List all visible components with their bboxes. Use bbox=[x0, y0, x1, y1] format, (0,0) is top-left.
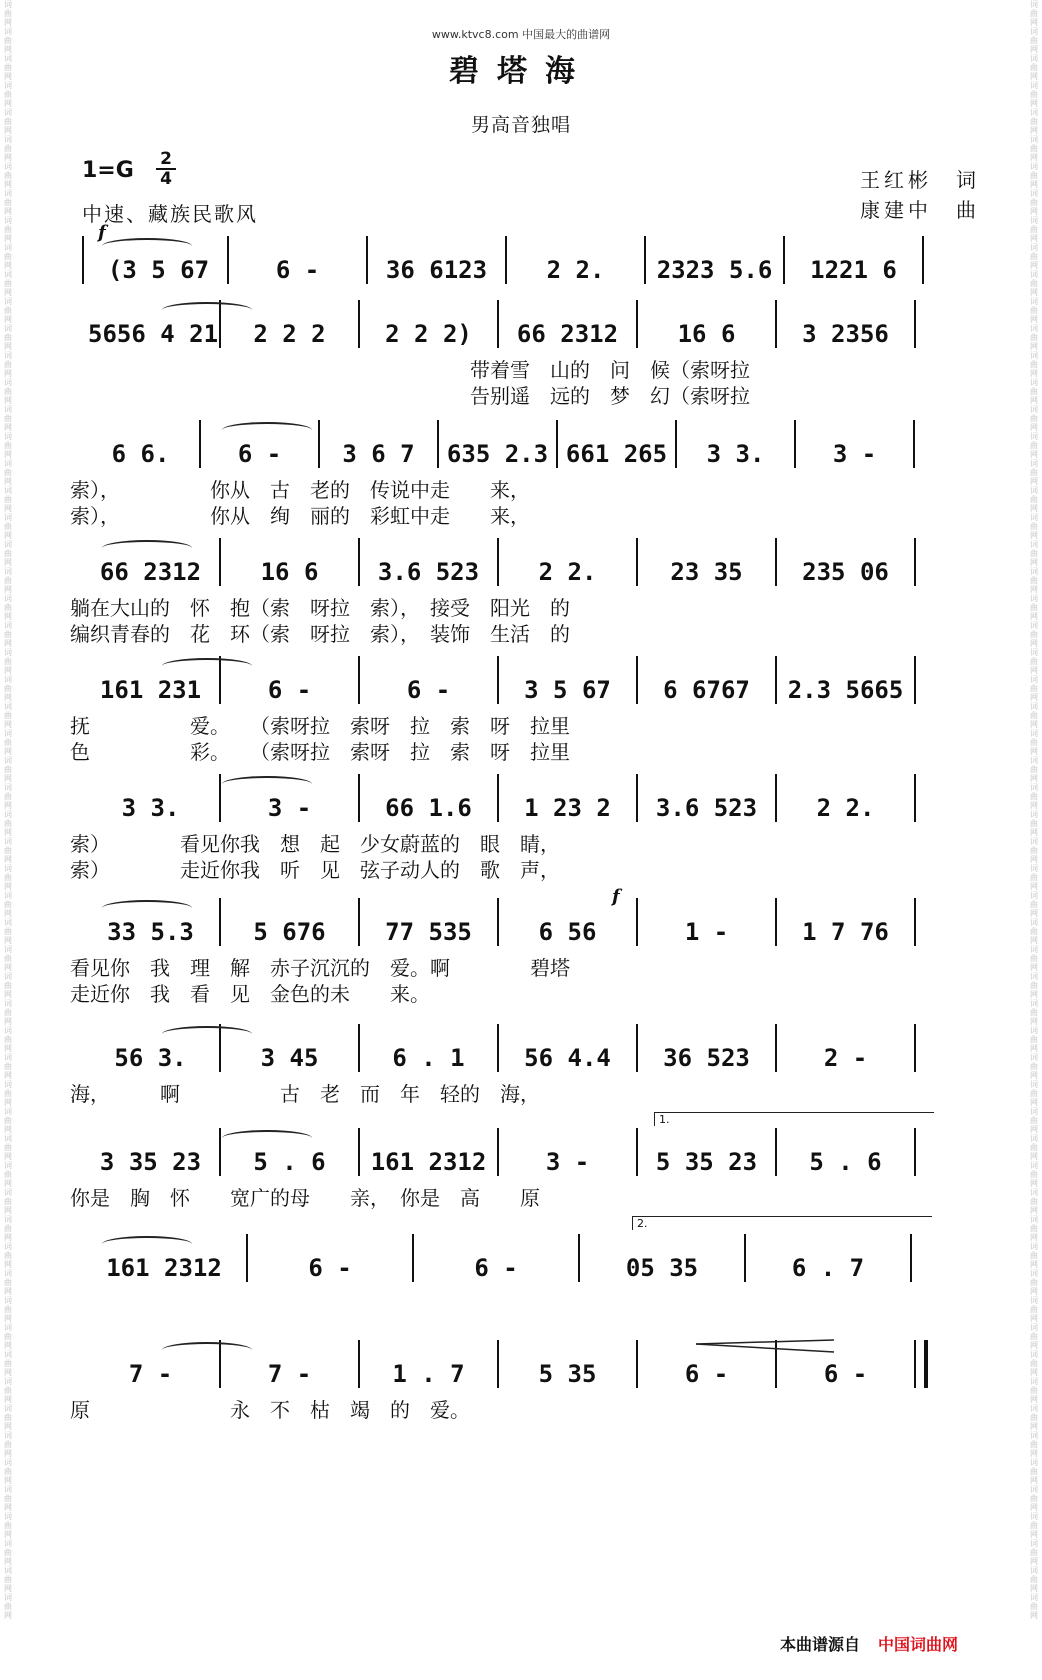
measure-notes: 77 535 bbox=[385, 918, 472, 946]
measure-notes: 36 6123 bbox=[385, 256, 488, 284]
measure bbox=[82, 432, 199, 468]
measure-notes: 6 56 bbox=[538, 918, 597, 946]
slur bbox=[102, 1236, 192, 1252]
measure-notes: 36 523 bbox=[663, 1044, 750, 1072]
measure bbox=[777, 1140, 914, 1176]
measure-notes: 7 - bbox=[128, 1360, 173, 1388]
measure bbox=[360, 668, 497, 704]
notation-line bbox=[82, 248, 928, 284]
measure bbox=[248, 1246, 412, 1282]
measure-notes: 6 - bbox=[823, 1360, 868, 1388]
measure-notes: 1221 6 bbox=[810, 256, 897, 284]
composer-credit: 康建中 曲 bbox=[860, 198, 980, 222]
measure-notes: 1 - bbox=[684, 918, 729, 946]
measure-notes: 5 35 bbox=[538, 1360, 597, 1388]
measure-notes: 2 2. bbox=[816, 794, 875, 822]
measure-notes: 5 . 6 bbox=[253, 1148, 326, 1176]
measure bbox=[439, 432, 556, 468]
measure bbox=[499, 312, 636, 348]
measure-notes: 161 2312 bbox=[106, 1254, 222, 1282]
measure bbox=[777, 668, 914, 704]
notation-system bbox=[0, 1246, 1042, 1306]
lyric-line: 躺在大山的 怀 抱（索 呀拉 索）， 接受 阳光 的 bbox=[70, 596, 570, 620]
lyric-line: 走近你 我 看 见 金色的未 来。 bbox=[70, 982, 430, 1006]
measure-notes: 6 . 7 bbox=[791, 1254, 865, 1282]
slur bbox=[222, 1130, 312, 1146]
barline bbox=[910, 1234, 912, 1282]
measure-notes: 235 06 bbox=[802, 558, 889, 586]
measure-notes: 161 231 bbox=[99, 676, 202, 704]
lyric-line: 色 彩。 （索呀拉 索呀 拉 索 呀 拉里 bbox=[70, 740, 570, 764]
slur bbox=[222, 422, 312, 438]
volta-second-ending: 2. bbox=[632, 1216, 932, 1230]
measure bbox=[646, 248, 783, 284]
lyric-line: 你是 胸 怀 宽广的母 亲， 你是 高 原 bbox=[70, 1186, 540, 1210]
source-url: www.ktvc8.com 中国最大的曲谱网 bbox=[431, 28, 611, 41]
measure-notes: 3 - bbox=[267, 794, 312, 822]
measure-notes: 16 6 bbox=[260, 558, 319, 586]
measure-notes: 16 6 bbox=[677, 320, 736, 348]
measure bbox=[777, 312, 914, 348]
barline bbox=[914, 1024, 916, 1072]
measure bbox=[638, 668, 775, 704]
side-watermark-right: 词曲网词曲网词曲网词曲网词曲网词曲网词曲网词曲网词曲网词曲网词曲网词曲网词曲网词曲网词曲网词曲网词曲网词曲网词曲网词曲网词曲网词曲网词曲网词曲网词曲网词曲网词曲网词曲网词曲网词曲网词曲网词曲网词曲网词曲网词曲网词曲网词曲网词曲网词曲网词曲网词曲网词曲网词曲网词曲网词曲网词曲网词曲网词曲网词曲网词曲网词曲网词曲网词曲网词曲网词曲网词曲网词曲网词曲网词曲网词曲网 bbox=[1030, 0, 1038, 1620]
slur bbox=[162, 1026, 252, 1042]
measure-notes: 2 2. bbox=[538, 558, 597, 586]
song-subtitle: 男高音独唱 bbox=[470, 114, 571, 136]
measure-notes: 6 - bbox=[308, 1254, 352, 1282]
volta-first-ending: 1. bbox=[654, 1112, 934, 1126]
measure-notes: 66 2312 bbox=[516, 320, 619, 348]
decrescendo-hairpin bbox=[696, 1338, 836, 1360]
measure-notes: (3 5 67 bbox=[107, 256, 210, 284]
lyric-line: 海， 啊 古 老 而 年 轻的 海， bbox=[70, 1082, 540, 1106]
barline bbox=[914, 538, 916, 586]
measure bbox=[82, 1140, 219, 1176]
measure-notes: 6 6. bbox=[111, 440, 170, 468]
measure-notes: 161 2312 bbox=[370, 1148, 487, 1176]
time-signature bbox=[156, 150, 176, 188]
slur bbox=[162, 1342, 252, 1358]
measure-notes: 3 3. bbox=[706, 440, 765, 468]
slur bbox=[102, 900, 192, 916]
barline bbox=[922, 236, 924, 284]
measure-notes: 33 5.3 bbox=[107, 918, 194, 946]
slur bbox=[162, 302, 252, 318]
slur bbox=[162, 658, 252, 674]
measure-notes: 1 . 7 bbox=[392, 1360, 465, 1388]
measure-notes: 3 35 23 bbox=[99, 1148, 202, 1176]
lyric-line: 编织青春的 花 环（索 呀拉 索）， 装饰 生活 的 bbox=[70, 622, 570, 646]
lyric-line: 带着雪 山的 问 候（索呀拉 bbox=[70, 358, 750, 382]
measure bbox=[638, 312, 775, 348]
barline bbox=[914, 1128, 916, 1176]
measure bbox=[360, 550, 497, 586]
footer-source-label: 本曲谱源自 bbox=[780, 1635, 861, 1654]
lyric-line: 告别遥 远的 梦 幻（索呀拉 bbox=[70, 384, 750, 408]
lyric-line: 原 永 不 枯 竭 的 爱。 bbox=[70, 1398, 470, 1422]
measure-notes: 3 - bbox=[832, 440, 877, 468]
measure bbox=[777, 910, 914, 946]
measure-notes: 661 265 bbox=[565, 440, 668, 468]
footer-source bbox=[780, 1632, 958, 1655]
notation-system bbox=[0, 248, 1042, 308]
measure bbox=[320, 432, 437, 468]
measure-notes: 2 2. bbox=[546, 256, 605, 284]
measure-notes: 56 3. bbox=[114, 1044, 187, 1072]
lyric-line: 看见你 我 理 解 赤子沉沉的 爱。啊 碧塔 bbox=[70, 956, 570, 980]
measure bbox=[638, 786, 775, 822]
measure bbox=[507, 248, 644, 284]
lyric-line: 索） 看见你我 想 起 少女蔚蓝的 眼 睛， bbox=[70, 832, 560, 856]
measure bbox=[777, 1036, 914, 1072]
barline bbox=[914, 898, 916, 946]
measure-notes: 3.6 523 bbox=[377, 558, 480, 586]
slur bbox=[102, 540, 192, 556]
song-title: 碧塔海 bbox=[449, 54, 593, 89]
measure bbox=[499, 550, 636, 586]
notation-line bbox=[82, 910, 928, 946]
barline bbox=[913, 420, 915, 468]
measure-notes: 635 2.3 bbox=[446, 440, 549, 468]
slur bbox=[102, 238, 192, 254]
barline bbox=[914, 656, 916, 704]
dynamic-forte-2: f bbox=[612, 886, 620, 907]
notation-line bbox=[82, 1246, 928, 1282]
measure bbox=[499, 1140, 636, 1176]
measure-notes: 66 2312 bbox=[99, 558, 202, 586]
measure-notes: 3 3. bbox=[121, 794, 180, 822]
lyric-line: 抚 爱。 （索呀拉 索呀 拉 索 呀 拉里 bbox=[70, 714, 570, 738]
measure bbox=[360, 312, 497, 348]
notation-line bbox=[82, 786, 928, 822]
tempo-marking: 中速、藏族民歌风 bbox=[82, 202, 258, 226]
measure bbox=[360, 1140, 497, 1176]
measure bbox=[499, 1036, 636, 1072]
measure bbox=[746, 1246, 910, 1282]
measure-notes: 3 - bbox=[545, 1148, 590, 1176]
repeat-start-barline bbox=[82, 236, 90, 284]
measure bbox=[499, 668, 636, 704]
measure-notes: 6 . 1 bbox=[392, 1044, 465, 1072]
measure bbox=[499, 786, 636, 822]
measure-notes: 3 5 67 bbox=[524, 676, 611, 704]
measure bbox=[638, 550, 775, 586]
measure-notes: 3 2356 bbox=[802, 320, 889, 348]
measure bbox=[360, 1036, 497, 1072]
measure-notes: 6 - bbox=[406, 676, 451, 704]
measure bbox=[82, 786, 219, 822]
lyric-line: 索）， 你从 古 老的 传说中走 来， bbox=[70, 478, 530, 502]
measure-notes: 6 - bbox=[684, 1360, 729, 1388]
measure bbox=[360, 1352, 497, 1388]
measure bbox=[777, 786, 914, 822]
dynamic-forte-1: f bbox=[98, 222, 106, 243]
measure bbox=[558, 432, 675, 468]
footer-site-link[interactable]: 中国词曲网 bbox=[878, 1635, 959, 1654]
measure-notes: 5 . 6 bbox=[809, 1148, 882, 1176]
measure bbox=[221, 550, 358, 586]
measure-notes: 1 23 2 bbox=[524, 794, 611, 822]
key-signature: 1=G bbox=[82, 158, 134, 183]
time-sig-bottom: 4 bbox=[160, 169, 172, 189]
measure-notes: 6 - bbox=[275, 256, 320, 284]
notation-line bbox=[82, 550, 928, 586]
notation-line bbox=[82, 1140, 928, 1176]
measure bbox=[796, 432, 913, 468]
measure-notes: 3 45 bbox=[260, 1044, 319, 1072]
measure-notes: 05 35 bbox=[625, 1254, 699, 1282]
measure-notes: 7 - bbox=[267, 1360, 312, 1388]
measure bbox=[221, 910, 358, 946]
measure bbox=[677, 432, 794, 468]
slur bbox=[222, 776, 312, 792]
measure bbox=[414, 1246, 578, 1282]
measure-notes: 5 676 bbox=[253, 918, 326, 946]
measure bbox=[499, 1352, 636, 1388]
measure-notes: 5656 4 21 bbox=[88, 320, 219, 348]
measure-notes: 3.6 523 bbox=[655, 794, 758, 822]
measure-notes: 6 - bbox=[237, 440, 282, 468]
measure-notes: 56 4.4 bbox=[524, 1044, 611, 1072]
lyricist-credit: 王红彬 词 bbox=[860, 168, 980, 192]
notation-line bbox=[82, 432, 928, 468]
measure-notes: 2.3 5665 bbox=[787, 676, 904, 704]
measure-notes: 2 2 2) bbox=[385, 320, 472, 348]
measure-notes: 2 - bbox=[823, 1044, 868, 1072]
barline bbox=[914, 300, 916, 348]
measure bbox=[638, 910, 775, 946]
measure-notes: 6 6767 bbox=[663, 676, 750, 704]
measure bbox=[638, 1140, 775, 1176]
measure-notes: 3 6 7 bbox=[342, 440, 415, 468]
lyric-line: 索） 走近你我 听 见 弦子动人的 歌 声， bbox=[70, 858, 560, 882]
measure-notes: 23 35 bbox=[670, 558, 743, 586]
measure bbox=[360, 786, 497, 822]
measure-notes: 1 7 76 bbox=[802, 918, 889, 946]
measure-notes: 2323 5.6 bbox=[656, 256, 773, 284]
side-watermark-left: 词曲网词曲网词曲网词曲网词曲网词曲网词曲网词曲网词曲网词曲网词曲网词曲网词曲网词曲网词曲网词曲网词曲网词曲网词曲网词曲网词曲网词曲网词曲网词曲网词曲网词曲网词曲网词曲网词曲网词曲网词曲网词曲网词曲网词曲网词曲网词曲网词曲网词曲网词曲网词曲网词曲网词曲网词曲网词曲网词曲网词曲网词曲网词曲网词曲网词曲网词曲网词曲网词曲网词曲网词曲网词曲网词曲网词曲网词曲网词曲网 bbox=[4, 0, 12, 1620]
measure bbox=[785, 248, 922, 284]
measure bbox=[580, 1246, 744, 1282]
measure-notes: 66 1.6 bbox=[385, 794, 472, 822]
measure-notes: 2 2 2 bbox=[253, 320, 326, 348]
measure bbox=[638, 1036, 775, 1072]
measure bbox=[368, 248, 505, 284]
measure-notes: 5 35 23 bbox=[655, 1148, 758, 1176]
measure bbox=[229, 248, 366, 284]
time-sig-top: 2 bbox=[156, 150, 176, 170]
measure-notes: 6 - bbox=[267, 676, 312, 704]
lyric-line: 索）， 你从 绚 丽的 彩虹中走 来， bbox=[70, 504, 530, 528]
measure-notes: 6 - bbox=[474, 1254, 518, 1282]
barline bbox=[914, 774, 916, 822]
final-barline bbox=[914, 1340, 928, 1388]
measure bbox=[777, 550, 914, 586]
measure bbox=[499, 910, 636, 946]
measure bbox=[360, 910, 497, 946]
